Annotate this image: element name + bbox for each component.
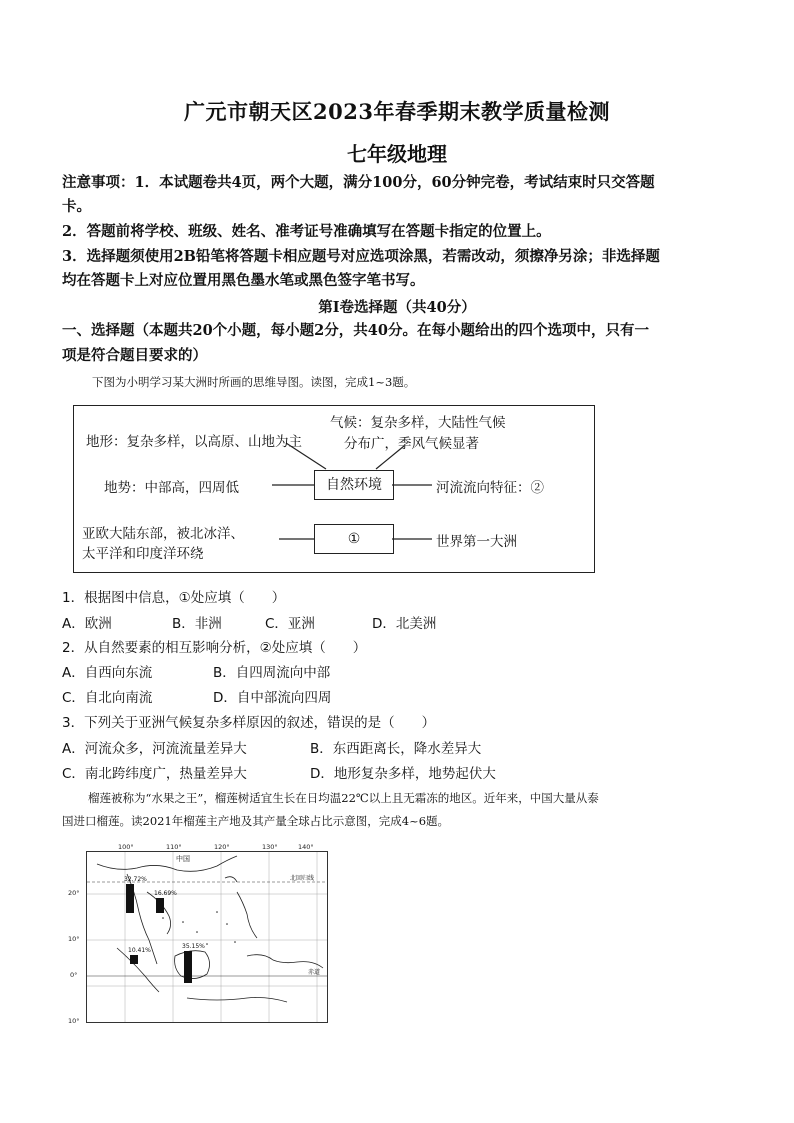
q3-option-c[interactable]: C．南北跨纬度广，热量差异大 — [62, 766, 247, 782]
volume-title: 第Ⅰ卷选择题（共40分） — [318, 299, 476, 316]
exam-title: 广元市朝天区2023年春季期末教学质量检测 — [184, 99, 610, 124]
q2-option-c[interactable]: C．自北向南流 — [62, 690, 153, 706]
blank-box-1: ① — [314, 524, 394, 554]
production-bar — [126, 884, 134, 913]
q1-option-d[interactable]: D．北美洲 — [372, 616, 437, 632]
lon-tick-140: 140° — [298, 843, 314, 851]
lat-tick-10: 10° — [68, 935, 80, 943]
production-bar-label: 16.69% — [154, 890, 177, 897]
durian-passage-1: 榴莲被称为“水果之王”，榴莲树适宜生长在日均温22℃以上且无霜冻的地区。近年来，中国大量从泰 — [88, 791, 599, 805]
production-bar-label: 10.41% — [128, 947, 151, 954]
q3-option-d[interactable]: D．地形复杂多样，地势起伏大 — [310, 766, 496, 782]
notice-line-1: 注意事项：1．本试题卷共4页，两个大题，满分100分，60分钟完卷，考试结束时只交答题 — [62, 174, 655, 191]
largest-continent-label: 世界第一大洲 — [436, 534, 517, 550]
lat-tick-minus-10: 10° — [68, 1017, 80, 1025]
production-bar — [130, 955, 138, 964]
question-2-options-row2 — [62, 686, 562, 706]
durian-production-map — [64, 843, 334, 1026]
notice-line-2: 卡。 — [62, 198, 91, 215]
production-bar — [156, 898, 164, 913]
q1-option-a[interactable]: A．欧洲 — [62, 616, 112, 632]
terrain-label: 地形：复杂多样，以高原、山地为主 — [86, 434, 302, 450]
lon-tick-120: 120° — [214, 843, 230, 851]
natural-environment-box: 自然环境 — [314, 470, 394, 500]
exam-subtitle: 七年级地理 — [347, 142, 447, 166]
q2-option-b[interactable]: B．自四周流向中部 — [213, 665, 331, 681]
notice-line-4: 3．选择题须使用2B铅笔将答题卡相应题号对应选项涂黑，若需改动，须擦净另涂；非选择题 — [62, 248, 660, 265]
climate-label-1: 气候：复杂多样，大陆性气候 — [330, 415, 506, 431]
production-bar — [184, 951, 192, 983]
q1-option-c[interactable]: C．亚洲 — [265, 616, 315, 632]
question-3-options-row1 — [62, 737, 582, 757]
label-tropic: 北回归线 — [290, 875, 315, 882]
lon-tick-100: 100° — [118, 843, 134, 851]
location-label-1: 亚欧大陆东部，被北冰洋、 — [82, 526, 244, 542]
question-1-stem: 1．根据图中信息，①处应填（ ） — [62, 590, 286, 606]
climate-label-2: 分布广，季风气候显著 — [344, 436, 479, 452]
q3-option-a[interactable]: A．河流众多，河流流量差异大 — [62, 741, 247, 757]
relief-label: 地势：中部高，四周低 — [104, 480, 239, 496]
mindmap-lead: 下图为小明学习某大洲时所画的思维导图。读图，完成1~3题。 — [92, 375, 416, 389]
question-2-stem: 2．从自然要素的相互影响分析，②处应填（ ） — [62, 640, 367, 656]
location-label-2: 太平洋和印度洋环绕 — [82, 546, 204, 562]
q3-option-b[interactable]: B．东西距离长，降水差异大 — [310, 741, 482, 757]
mind-map — [73, 405, 595, 573]
label-china: 中国 — [176, 855, 190, 863]
production-bar-label: 35.15% — [182, 943, 205, 950]
label-equator: 赤道 — [308, 969, 321, 976]
question-1-options — [62, 612, 562, 632]
q2-option-d[interactable]: D．自中部流向四周 — [213, 690, 332, 706]
question-3-stem: 3．下列关于亚洲气候复杂多样原因的叙述，错误的是（ ） — [62, 715, 436, 731]
durian-passage-2: 国进口榴莲。读2021年榴莲主产地及其产量全球占比示意图，完成4~6题。 — [62, 814, 450, 828]
lat-tick-20: 20° — [68, 889, 80, 897]
lat-tick-0: 0° — [70, 971, 78, 979]
question-3-options-row2 — [62, 762, 582, 782]
q1-option-b[interactable]: B．非洲 — [172, 616, 222, 632]
question-2-options-row1 — [62, 661, 562, 681]
river-label: 河流流向特征：② — [436, 480, 544, 496]
section-intro-2: 项是符合题目要求的） — [62, 347, 207, 364]
section-intro-1: 一、选择题（本题共20个小题，每小题2分，共40分。在每小题给出的四个选项中，只有一 — [62, 322, 649, 339]
q2-option-a[interactable]: A．自西向东流 — [62, 665, 153, 681]
lon-tick-130: 130° — [262, 843, 278, 851]
lon-tick-110: 110° — [166, 843, 182, 851]
notice-line-3: 2．答题前将学校、班级、姓名、准考证号准确填写在答题卡指定的位置上。 — [62, 223, 551, 240]
notice-line-5: 均在答题卡上对应位置用黑色墨水笔或黑色签字笔书写。 — [62, 272, 425, 289]
production-bar-label: 32.72% — [124, 876, 147, 883]
